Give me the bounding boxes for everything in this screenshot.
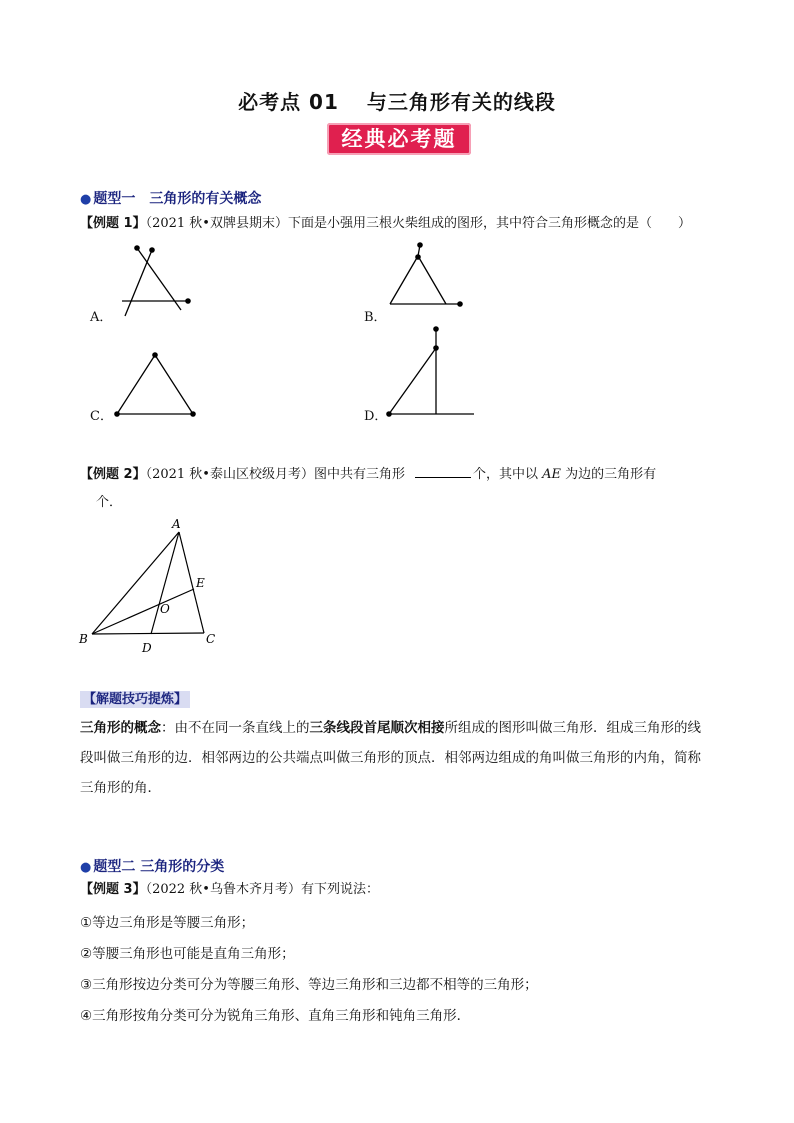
example2-tag: 【例题 2】 [80, 467, 146, 482]
example3-text: 有下列说法： [300, 882, 379, 897]
section2-heading: ● 题型二 三角形的分类 [80, 859, 225, 875]
option-d-figure [380, 322, 480, 422]
option-c-figure [108, 346, 198, 421]
tips-heading: 【解题技巧提炼】 [80, 688, 190, 707]
page-title [0, 86, 794, 115]
bullet-icon: ● [80, 192, 92, 207]
example2-figure [74, 515, 224, 660]
tips-bold: 三条线段首尾顺次相接 [309, 720, 445, 736]
example3-tag: 【例题 3】 [80, 882, 146, 897]
answer-blank-1[interactable] [415, 463, 471, 478]
example1-source: （2021 秋•双牌县期末） [145, 216, 288, 231]
list-item: ④三角形按角分类可分为锐角三角形、直角三角形和钝角三角形． [80, 1008, 471, 1024]
label-a: A [172, 517, 181, 531]
example2-text-end: 为边的三角形有 [565, 467, 657, 482]
option-a-figure [110, 240, 200, 320]
list-item: ①等边三角形是等腰三角形； [80, 915, 255, 931]
example2-ae: AE [542, 467, 562, 482]
classic-badge: 经典必考题 [327, 123, 471, 155]
option-b-label[interactable]: B． [364, 310, 387, 325]
tips-body: 三角形的概念：由不在同一条直线上的三条线段首尾顺次相接所组成的图形叫做三角形．组成三角形的线 段叫做三角形的边．相邻两边的公共端点叫做三角形的顶点．相邻两边组成的角叫做三角形的内角，简称 三角形的角． [80, 720, 701, 796]
example3 [80, 880, 740, 900]
example2 [80, 461, 740, 517]
label-e: E [196, 576, 205, 590]
example2-line2: 个． [96, 495, 123, 510]
label-o: O [160, 602, 170, 616]
section1-heading: ● 题型一 三角形的有关概念 [80, 191, 262, 207]
tips-line2: 段叫做三角形的边．相邻两边的公共端点叫做三角形的顶点．相邻两边组成的角叫做三角形的内角，简称 [80, 750, 701, 766]
example2-text-before: 图中共有三角形 [313, 467, 405, 482]
example2-source: （2021 秋•泰山区校级月考） [145, 467, 314, 482]
label-c: C [206, 632, 216, 646]
example1-text: 下面是小强用三根火柴组成的图形，其中符合三角形概念的是（ ） [287, 216, 691, 231]
example1-tag: 【例题 1】 [80, 216, 146, 231]
option-c-label[interactable]: C． [90, 409, 113, 424]
list-item: ③三角形按边分类可分为等腰三角形、等边三角形和三边都不相等的三角形； [80, 977, 538, 993]
option-a-label[interactable]: A． [90, 310, 113, 325]
bullet-icon: ● [80, 860, 92, 875]
example1 [80, 214, 740, 234]
title-right: 与三角形有关的线段 [366, 90, 556, 114]
title-left: 必考点 01 [238, 90, 339, 114]
option-d-label[interactable]: D． [364, 409, 388, 424]
tips-line3: 三角形的角． [80, 780, 161, 796]
tips-lead: 三角形的概念 [80, 720, 161, 736]
label-b: B [79, 632, 88, 646]
option-b-figure [380, 240, 470, 320]
example2-text-after: 个，其中以 [472, 467, 538, 482]
list-item: ②等腰三角形也可能是直角三角形； [80, 946, 295, 962]
label-d: D [142, 641, 152, 655]
example3-source: （2022 秋•乌鲁木齐月考） [145, 882, 301, 897]
